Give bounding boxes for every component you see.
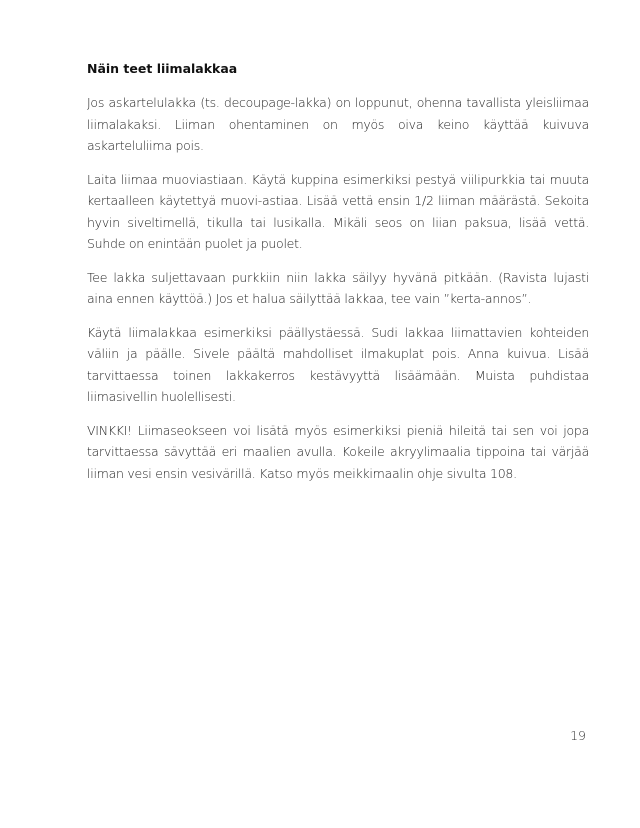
section-heading: Näin teet liimalakkaa bbox=[87, 61, 238, 76]
paragraph-usage: Käytä liimalakkaa esimerkiksi päällystäessä. Sudi lakkaa liimattavien kohteiden väliin ja päälle. Sivele päältä mahdolliset ilmakuplat pois. Anna kuivua. Lisää tarvittaessa toinen lakkakerros kestävyyttä lisäämään. Muista puhdistaa liimasivellin huolellisesti. bbox=[87, 324, 589, 404]
paragraph-intro: Jos askartelulakka (ts. decoupage-lakka) on loppunut, ohenna tavallista yleisliimaa liimalakaksi. Liiman ohentaminen on myös oiva keino käyttää kuivuva askarteluliima pois. bbox=[87, 95, 589, 153]
document-body bbox=[87, 58, 589, 496]
paragraph-storage: Tee lakka suljettavaan purkkiin niin lakka säilyy hyvänä pitkään. (Ravista lujasti aina ennen käyttöä.) Jos et halua säilyttää lakkaa, tee vain ”kerta-annos”. bbox=[87, 269, 589, 306]
page-number: 19 bbox=[570, 728, 586, 743]
paragraph-tip: VINKKI! Liimaseokseen voi lisätä myös esimerkiksi pieniä hileitä tai sen voi jopa tarvittaessa sävyttää eri maalien avulla. Kokeile akryylimaalia tippoina tai värjää liiman vesi ensin vesivärillä. Katso myös meikkimaalin ohje sivulta 108. bbox=[87, 422, 589, 481]
paragraph-instructions: Laita liimaa muoviastiaan. Käytä kuppina esimerkiksi pestyä viilipurkkia tai muuta kertaalleen käytettyä muovi-astiaa. Lisää vettä ensin 1/2 liiman määrästä. Sekoita hyvin siveltimellä, tikulla tai lusikalla. Mikäli seos on liian paksua, lisää vettä. Suhde on enintään puolet ja puolet. bbox=[87, 171, 589, 251]
